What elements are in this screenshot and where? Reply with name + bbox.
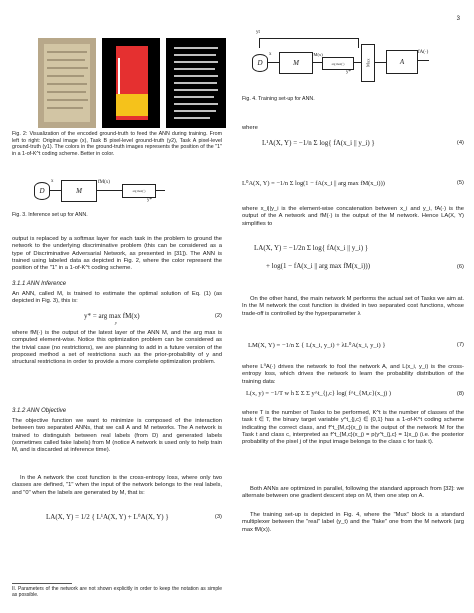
equation-8 xyxy=(242,386,464,406)
equation-5-body: L⁰A(X, Y) = −1/n Σ log(1 − fA(x_i || arg max fM(x_i))) xyxy=(242,180,385,187)
right-where-1: where xyxy=(242,125,258,131)
equation-4-body: L¹A(X, Y) = −1/n Σ log{ fA(x_i || y_i) } xyxy=(262,139,375,147)
section-3-1-1-heading: 3.1.1 ANN Inference xyxy=(12,281,67,287)
equation-6 xyxy=(242,240,464,280)
page-number: 3 xyxy=(456,16,460,22)
fig4-fa-label: fA(·) xyxy=(418,50,429,55)
footnote-rule xyxy=(12,583,72,584)
right-paragraph-8: where L⁰A(·) drives the network to fool the network A, and L(x_i, y_i) is the cross-entropy loss, which drives the network to learn the probability distribution of the training data: xyxy=(242,364,464,385)
equation-4 xyxy=(242,136,464,154)
right-paragraph-6: where x_i||y_i is the element-wise concatenation between x_i and y_i, fA(·) is the output of the A network and fM(·) is the output of the M network. Hence LA(X, Y) simplifies to xyxy=(242,206,464,227)
figure-3-caption: Fig. 3. Inference set up for ANN. xyxy=(12,212,88,218)
equation-2-subscript: y xyxy=(115,320,117,325)
fig4-mux-box: Mux xyxy=(361,44,375,82)
right-paragraph-7: On the other hand, the main network M performs the actual set of Tasks we aim at. In the M network the cost function is divided in two separated cost functions, whose trade-off is controlled by the hyperparameter λ xyxy=(242,296,464,317)
equation-6-line-1: LA(X, Y) = −1/2n Σ log{ fA(x_i || y_i) } xyxy=(254,244,369,252)
equation-8-body: L(x, y) = −1/T w h Σ Σ Σ y^t_{j,c} log( f^t_{M,c}(x_j) ) xyxy=(246,390,391,397)
equation-4-number: (4) xyxy=(456,140,464,146)
equation-2-body: y* = arg max fM(x) xyxy=(84,312,140,320)
equation-2-number: (2) xyxy=(214,313,222,319)
equation-3-number: (3) xyxy=(214,514,222,520)
equation-5 xyxy=(242,176,464,194)
left-paragraph-5: In the A network the cost function is the cross-entropy loss, where only two classes are defined, "1" when the input of the network belongs to the real labels, and "0" when the labels are generated by M, that is: xyxy=(12,475,222,496)
right-paragraph-11: The training set-up is depicted in Fig. 4, where the "Mux" block is a standard multiplexer between the "real" label (y_t) and the "fake" one from the M network (arg max fM(x)). xyxy=(242,512,464,533)
equation-7 xyxy=(242,338,464,356)
left-paragraph-2: An ANN, called M, is trained to estimate the optimal solution of Eq. (1) (as depicted in Fig. 3), this is: xyxy=(12,291,222,305)
fig3-argmax-box: arg max(·) xyxy=(122,184,156,198)
fig4-argmax-box: arg max(·) xyxy=(322,57,354,70)
equation-6-number: (6) xyxy=(456,264,464,270)
fig4-d-box: D xyxy=(252,54,268,72)
left-paragraph-4: The objective function we want to minimize is composed of the interaction between two separated ANNs, that we call A and M networks. The A network is trained to distinguish between real labels (from D) and generated labels (sometimes called fake labels) from M (notice A network is used only to help train M, and is discarded at inference time). xyxy=(12,418,222,454)
left-paragraph-3: where fM(·) is the output of the latest layer of the ANN M, and the arg max is computed element-wise. Notice this optimization problem can be considered as the trivial case (no restrictions), we are planning to add in a future version of the proposed method a set of restrictions such as the prior-probability of y and structural restrictions in order to provide a more complete optimization problem. xyxy=(12,330,222,366)
right-paragraph-10: Both ANNs are optimized in parallel, following the standard approach from [32]: we alternate between one gradient descent step on M, then one step on A. xyxy=(242,486,464,500)
figure-4-caption: Fig. 4. Training set-up for ANN. xyxy=(242,96,315,102)
section-3-1-2-heading: 3.1.2 ANN Objective xyxy=(12,408,67,414)
figure-4 xyxy=(246,30,456,86)
fig4-y-label: y* xyxy=(346,70,351,75)
equation-3 xyxy=(12,510,222,528)
fig4-yt-label: yt xyxy=(256,30,260,35)
fig3-x-label: x xyxy=(51,179,54,184)
equation-7-body: LM(X, Y) = −1/n Σ { L(x_i, y_i) + λL⁰A(x_i, y_i) } xyxy=(248,342,386,349)
equation-2 xyxy=(12,310,222,326)
fig3-m-box: M xyxy=(61,180,97,202)
left-paragraph-1: output is replaced by a softmax layer for each task in the problem to ground the network to the underlying discriminative problem (this can be considered as a type of Discriminative Adversarial Network, as presented in [31]). The ANN is trained using labeled data as depicted in Fig. 2, where the color represent the position of the "1" in a 1-of-K^t coding scheme. xyxy=(12,236,222,272)
fig3-y-label: y* xyxy=(147,198,152,203)
right-paragraph-9: where T is the number of Tasks to be performed, K^t is the number of classes of the task t ∈ T, the binary target variable y^t_{j,c} ∈ {0,1} has a 1-of-K^t coding scheme indicating the correct class, and f^t_{M,c}(x_j) is the output of the network M for the Task t and class c, interpreted as f^t_{M,c}(x_j) = p(y^t_{j,c} = 1|x_j) (i.e. the posterior probability of the pixel j of the input image belongs to the class c for task t). xyxy=(242,410,464,446)
fig4-m-box: M xyxy=(279,52,313,74)
fig4-a-box: A xyxy=(386,50,418,74)
equation-5-number: (5) xyxy=(456,180,464,186)
equation-8-number: (8) xyxy=(456,391,464,397)
figure-3 xyxy=(34,176,194,208)
footnote: II. Parameters of the network are not shown explicitly in order to keep the notation as simple as possible. xyxy=(12,586,222,599)
fig3-fm-label: fM(x) xyxy=(98,180,110,185)
fig4-fm-label: fM(x) xyxy=(312,52,323,57)
figure-2 xyxy=(38,38,228,128)
fig3-d-box: D xyxy=(34,182,50,200)
equation-3-body: LA(X, Y) = 1/2 { L¹A(X, Y) + L⁰A(X, Y) } xyxy=(46,513,169,521)
fig4-x-label: x xyxy=(269,52,272,57)
equation-6-line-2: + log(1 − fA(x_i || arg max fM(x_i))) xyxy=(266,262,371,270)
equation-7-number: (7) xyxy=(456,342,464,348)
figure-2-images xyxy=(38,38,228,128)
figure-2-caption: Fig. 2: Visualization of the encoded ground-truth to feed the ANN during training. From left to right: Original image (x), Task B pixel-level ground-truth (y2), Task A pixel-level ground-truth (y1). The colors in the ground-truth images represents the position of the "1" in a 1-of-K^t coding scheme. Better in color. xyxy=(12,131,222,157)
